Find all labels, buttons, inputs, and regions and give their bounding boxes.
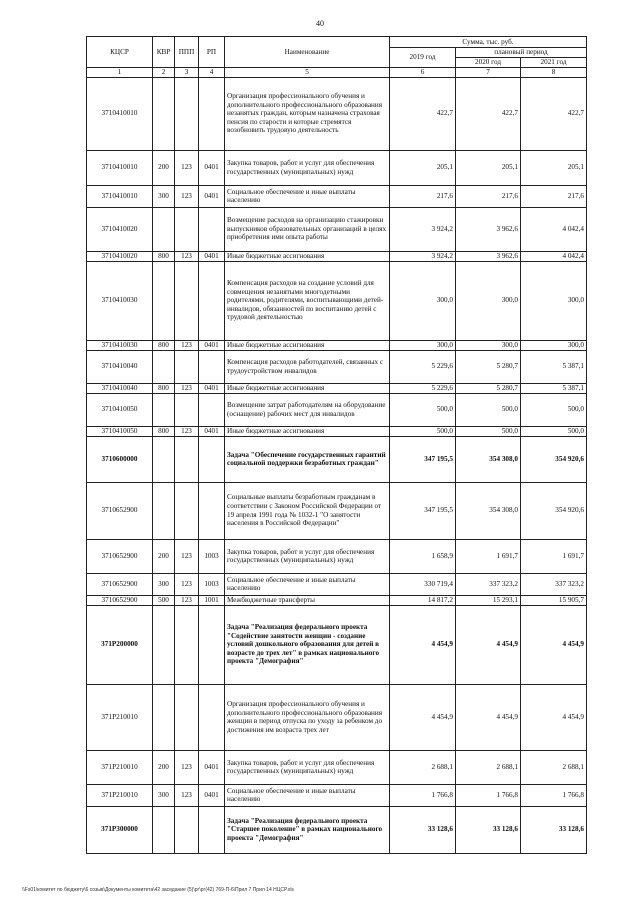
name-cell: Иные бюджетные ассигнования bbox=[225, 251, 390, 261]
rp-cell bbox=[199, 482, 225, 539]
name-cell: Возмещение расходов на организацию стажировки выпускников образовательных организаций в целях приобретения ими опыта работы bbox=[225, 207, 390, 251]
rp-cell: 0401 bbox=[199, 251, 225, 261]
amount-2019-cell: 33 128,6 bbox=[390, 806, 456, 853]
amount-2020-cell: 337 323,2 bbox=[456, 573, 521, 595]
ppp-cell: 123 bbox=[175, 426, 199, 436]
amount-2020-cell: 500,0 bbox=[456, 426, 521, 436]
rp-cell bbox=[199, 207, 225, 251]
rp-cell: 0401 bbox=[199, 150, 225, 185]
kcsr-cell: 3710600000 bbox=[87, 436, 153, 482]
ppp-cell: 123 bbox=[175, 383, 199, 393]
amount-2020-cell: 1 691,7 bbox=[456, 539, 521, 573]
kvr-cell: 300 bbox=[153, 185, 175, 207]
file-path-footer: \\Fs01\комитет по бюджету\6 созыв\Документы комитета\42 заседание (5)\рг\рг(42) 769-П-6\Прил 7 Прил 14 НЦСР.xls bbox=[22, 887, 294, 893]
amount-2020-cell: 205,1 bbox=[456, 150, 521, 185]
amount-2020-cell: 422,7 bbox=[456, 77, 521, 150]
amount-2020-cell: 354 308,0 bbox=[456, 482, 521, 539]
header-kcsr: КЦСР bbox=[87, 37, 153, 68]
table-row bbox=[87, 251, 587, 261]
amount-2021-cell: 300,0 bbox=[521, 261, 587, 340]
budget-table bbox=[86, 36, 587, 854]
kcsr-cell: 3710410020 bbox=[87, 251, 153, 261]
header-sum: Сумма, тыс. руб. bbox=[390, 37, 587, 48]
name-cell: Социальное обеспечение и иные выплаты населению bbox=[225, 185, 390, 207]
kvr-cell bbox=[153, 393, 175, 426]
name-cell: Иные бюджетные ассигнования bbox=[225, 383, 390, 393]
col-number: 1 bbox=[87, 68, 153, 78]
amount-2020-cell: 3 962,6 bbox=[456, 251, 521, 261]
amount-2021-cell: 15 905,7 bbox=[521, 595, 587, 605]
kcsr-cell: 3710410010 bbox=[87, 150, 153, 185]
amount-2021-cell: 4 042,4 bbox=[521, 251, 587, 261]
ppp-cell bbox=[175, 207, 199, 251]
amount-2021-cell: 354 920,6 bbox=[521, 482, 587, 539]
rp-cell: 0401 bbox=[199, 750, 225, 784]
ppp-cell bbox=[175, 436, 199, 482]
kcsr-cell: 3710652900 bbox=[87, 595, 153, 605]
header-name: Наименование bbox=[225, 37, 390, 68]
name-cell: Задача "Реализация федерального проекта "Содействие занятости женщин - создание условий дошкольного образования для детей в возрасте до трех лет" в рамках национального проекта "Демография" bbox=[225, 605, 390, 684]
amount-2021-cell: 5 387,1 bbox=[521, 350, 587, 383]
rp-cell bbox=[199, 605, 225, 684]
kcsr-cell: 371P210010 bbox=[87, 784, 153, 806]
kvr-cell bbox=[153, 482, 175, 539]
ppp-cell bbox=[175, 684, 199, 750]
amount-2021-cell: 300,0 bbox=[521, 340, 587, 350]
table-row bbox=[87, 350, 587, 383]
table-row bbox=[87, 150, 587, 185]
amount-2019-cell: 3 924,2 bbox=[390, 207, 456, 251]
amount-2019-cell: 347 195,5 bbox=[390, 436, 456, 482]
kvr-cell bbox=[153, 684, 175, 750]
rp-cell bbox=[199, 261, 225, 340]
amount-2020-cell: 2 688,1 bbox=[456, 750, 521, 784]
amount-2021-cell: 217,6 bbox=[521, 185, 587, 207]
col-number: 5 bbox=[225, 68, 390, 78]
table-row bbox=[87, 482, 587, 539]
amount-2019-cell: 1 766,8 bbox=[390, 784, 456, 806]
kcsr-cell: 371P210010 bbox=[87, 684, 153, 750]
kcsr-cell: 3710410010 bbox=[87, 77, 153, 150]
table-row bbox=[87, 261, 587, 340]
col-number: 8 bbox=[521, 68, 587, 78]
amount-2021-cell: 4 042,4 bbox=[521, 207, 587, 251]
table-row bbox=[87, 185, 587, 207]
amount-2020-cell: 5 280,7 bbox=[456, 350, 521, 383]
ppp-cell: 123 bbox=[175, 251, 199, 261]
amount-2021-cell: 33 128,6 bbox=[521, 806, 587, 853]
table-row bbox=[87, 784, 587, 806]
name-cell: Иные бюджетные ассигнования bbox=[225, 426, 390, 436]
amount-2021-cell: 4 454,9 bbox=[521, 684, 587, 750]
name-cell: Возмещение затрат работодателям на оборудование (оснащение) рабочих мест для инвалидов bbox=[225, 393, 390, 426]
amount-2019-cell: 500,0 bbox=[390, 426, 456, 436]
rp-cell: 0401 bbox=[199, 426, 225, 436]
header-year-2019: 2019 год bbox=[390, 48, 456, 68]
kvr-cell: 800 bbox=[153, 251, 175, 261]
header-rp: РП bbox=[199, 37, 225, 68]
header-year-2021: 2021 год bbox=[521, 58, 587, 68]
ppp-cell: 123 bbox=[175, 150, 199, 185]
table-row bbox=[87, 436, 587, 482]
amount-2019-cell: 1 658,9 bbox=[390, 539, 456, 573]
kvr-cell: 300 bbox=[153, 573, 175, 595]
table-row bbox=[87, 539, 587, 573]
amount-2021-cell: 354 920,6 bbox=[521, 436, 587, 482]
amount-2020-cell: 1 766,8 bbox=[456, 784, 521, 806]
kcsr-cell: 3710410030 bbox=[87, 261, 153, 340]
table-row bbox=[87, 77, 587, 150]
ppp-cell bbox=[175, 261, 199, 340]
name-cell: Межбюджетные трансферты bbox=[225, 595, 390, 605]
kvr-cell: 500 bbox=[153, 595, 175, 605]
amount-2019-cell: 14 817,2 bbox=[390, 595, 456, 605]
kcsr-cell: 3710410020 bbox=[87, 207, 153, 251]
header-kvr: КВР bbox=[153, 37, 175, 68]
ppp-cell: 123 bbox=[175, 750, 199, 784]
ppp-cell: 123 bbox=[175, 340, 199, 350]
rp-cell: 1001 bbox=[199, 595, 225, 605]
amount-2019-cell: 300,0 bbox=[390, 340, 456, 350]
ppp-cell: 123 bbox=[175, 539, 199, 573]
name-cell: Закупка товаров, работ и услуг для обеспечения государственных (муниципальных) нужд bbox=[225, 750, 390, 784]
kcsr-cell: 3710410030 bbox=[87, 340, 153, 350]
amount-2020-cell: 217,6 bbox=[456, 185, 521, 207]
amount-2021-cell: 1 691,7 bbox=[521, 539, 587, 573]
page-number: 40 bbox=[316, 19, 324, 28]
table-row bbox=[87, 393, 587, 426]
table-row bbox=[87, 207, 587, 251]
table-row bbox=[87, 595, 587, 605]
table-row bbox=[87, 383, 587, 393]
rp-cell bbox=[199, 806, 225, 853]
amount-2020-cell: 300,0 bbox=[456, 261, 521, 340]
ppp-cell bbox=[175, 393, 199, 426]
amount-2020-cell: 500,0 bbox=[456, 393, 521, 426]
kvr-cell: 800 bbox=[153, 340, 175, 350]
kcsr-cell: 3710410050 bbox=[87, 426, 153, 436]
header-plan-period: плановый период bbox=[456, 48, 587, 58]
name-cell: Организация профессионального обучения и дополнительного профессионального образования незанятых граждан, которым назначена страховая пенсия по старости и которые стремятся возобновить трудовую деятельность bbox=[225, 77, 390, 150]
table-row bbox=[87, 605, 587, 684]
amount-2019-cell: 2 688,1 bbox=[390, 750, 456, 784]
col-number: 3 bbox=[175, 68, 199, 78]
kvr-cell bbox=[153, 605, 175, 684]
ppp-cell: 123 bbox=[175, 185, 199, 207]
name-cell: Закупка товаров, работ и услуг для обеспечения государственных (муниципальных) нужд bbox=[225, 539, 390, 573]
name-cell: Задача "Обеспечение государственных гарантий социальной поддержки безработных граждан" bbox=[225, 436, 390, 482]
table-body bbox=[87, 77, 587, 853]
rp-cell bbox=[199, 393, 225, 426]
kvr-cell bbox=[153, 436, 175, 482]
kcsr-cell: 3710410040 bbox=[87, 383, 153, 393]
kvr-cell bbox=[153, 207, 175, 251]
ppp-cell: 123 bbox=[175, 784, 199, 806]
kcsr-cell: 3710410040 bbox=[87, 350, 153, 383]
ppp-cell bbox=[175, 77, 199, 150]
amount-2021-cell: 5 387,1 bbox=[521, 383, 587, 393]
kcsr-cell: 3710410050 bbox=[87, 393, 153, 426]
amount-2020-cell: 354 308,0 bbox=[456, 436, 521, 482]
kvr-cell bbox=[153, 350, 175, 383]
amount-2019-cell: 347 195,5 bbox=[390, 482, 456, 539]
amount-2019-cell: 3 924,2 bbox=[390, 251, 456, 261]
amount-2019-cell: 500,0 bbox=[390, 393, 456, 426]
amount-2021-cell: 205,1 bbox=[521, 150, 587, 185]
ppp-cell bbox=[175, 350, 199, 383]
name-cell: Компенсация расходов работодателей, связанных с трудоустройством инвалидов bbox=[225, 350, 390, 383]
amount-2019-cell: 330 719,4 bbox=[390, 573, 456, 595]
kvr-cell: 200 bbox=[153, 150, 175, 185]
table-row bbox=[87, 426, 587, 436]
name-cell: Организация профессионального обучения и дополнительного профессионального образования женщин в период отпуска по уходу за ребенком до достижения им возраста трех лет bbox=[225, 684, 390, 750]
rp-cell bbox=[199, 684, 225, 750]
rp-cell bbox=[199, 77, 225, 150]
col-number: 2 bbox=[153, 68, 175, 78]
kcsr-cell: 3710410010 bbox=[87, 185, 153, 207]
name-cell: Иные бюджетные ассигнования bbox=[225, 340, 390, 350]
table-row bbox=[87, 340, 587, 350]
rp-cell: 0401 bbox=[199, 784, 225, 806]
table-row bbox=[87, 806, 587, 853]
name-cell: Социальные выплаты безработным гражданам в соответствии с Законом Российской Федерации от 19 апреля 1991 года № 1032-1 "О занятости населения в Российской Федерации" bbox=[225, 482, 390, 539]
amount-2019-cell: 422,7 bbox=[390, 77, 456, 150]
ppp-cell bbox=[175, 605, 199, 684]
rp-cell: 0401 bbox=[199, 340, 225, 350]
amount-2020-cell: 5 280,7 bbox=[456, 383, 521, 393]
table-row bbox=[87, 684, 587, 750]
amount-2020-cell: 15 293,1 bbox=[456, 595, 521, 605]
rp-cell: 0401 bbox=[199, 383, 225, 393]
amount-2019-cell: 217,6 bbox=[390, 185, 456, 207]
rp-cell: 1003 bbox=[199, 573, 225, 595]
amount-2020-cell: 300,0 bbox=[456, 340, 521, 350]
kcsr-cell: 3710652900 bbox=[87, 573, 153, 595]
name-cell: Социальное обеспечение и иные выплаты населению bbox=[225, 573, 390, 595]
rp-cell bbox=[199, 350, 225, 383]
kvr-cell: 800 bbox=[153, 426, 175, 436]
amount-2021-cell: 2 688,1 bbox=[521, 750, 587, 784]
kvr-cell bbox=[153, 806, 175, 853]
amount-2019-cell: 4 454,9 bbox=[390, 605, 456, 684]
ppp-cell: 123 bbox=[175, 595, 199, 605]
amount-2019-cell: 300,0 bbox=[390, 261, 456, 340]
name-cell: Социальное обеспечение и иные выплаты населению bbox=[225, 784, 390, 806]
table-row bbox=[87, 573, 587, 595]
kcsr-cell: 371P300000 bbox=[87, 806, 153, 853]
header-ppp: ППП bbox=[175, 37, 199, 68]
kcsr-cell: 3710652900 bbox=[87, 539, 153, 573]
name-cell: Закупка товаров, работ и услуг для обеспечения государственных (муниципальных) нужд bbox=[225, 150, 390, 185]
table-row bbox=[87, 750, 587, 784]
amount-2021-cell: 1 766,8 bbox=[521, 784, 587, 806]
amount-2019-cell: 4 454,9 bbox=[390, 684, 456, 750]
kvr-cell: 800 bbox=[153, 383, 175, 393]
kcsr-cell: 371P210010 bbox=[87, 750, 153, 784]
col-number: 7 bbox=[456, 68, 521, 78]
name-cell: Задача "Реализация федерального проекта "Старшее поколение" в рамках национального проекта "Демография" bbox=[225, 806, 390, 853]
amount-2021-cell: 337 323,2 bbox=[521, 573, 587, 595]
kvr-cell bbox=[153, 261, 175, 340]
ppp-cell bbox=[175, 482, 199, 539]
ppp-cell bbox=[175, 806, 199, 853]
amount-2019-cell: 5 229,6 bbox=[390, 350, 456, 383]
amount-2021-cell: 422,7 bbox=[521, 77, 587, 150]
kvr-cell: 200 bbox=[153, 539, 175, 573]
col-number: 6 bbox=[390, 68, 456, 78]
col-number: 4 bbox=[199, 68, 225, 78]
amount-2021-cell: 500,0 bbox=[521, 393, 587, 426]
kvr-cell bbox=[153, 77, 175, 150]
header-year-2020: 2020 год bbox=[456, 58, 521, 68]
amount-2020-cell: 33 128,6 bbox=[456, 806, 521, 853]
kcsr-cell: 3710652900 bbox=[87, 482, 153, 539]
amount-2020-cell: 4 454,9 bbox=[456, 605, 521, 684]
rp-cell bbox=[199, 436, 225, 482]
rp-cell: 1003 bbox=[199, 539, 225, 573]
amount-2021-cell: 500,0 bbox=[521, 426, 587, 436]
ppp-cell: 123 bbox=[175, 573, 199, 595]
kcsr-cell: 371P200000 bbox=[87, 605, 153, 684]
amount-2020-cell: 4 454,9 bbox=[456, 684, 521, 750]
rp-cell: 0401 bbox=[199, 185, 225, 207]
kvr-cell: 200 bbox=[153, 750, 175, 784]
name-cell: Компенсация расходов на создание условий для совмещения незанятыми многодетными родителями, родителями, воспитывающими детей-инвалидов, обязанностей по воспитанию детей с трудовой деятельностью bbox=[225, 261, 390, 340]
kvr-cell: 300 bbox=[153, 784, 175, 806]
amount-2019-cell: 5 229,6 bbox=[390, 383, 456, 393]
amount-2020-cell: 3 962,6 bbox=[456, 207, 521, 251]
amount-2019-cell: 205,1 bbox=[390, 150, 456, 185]
amount-2021-cell: 4 454,9 bbox=[521, 605, 587, 684]
